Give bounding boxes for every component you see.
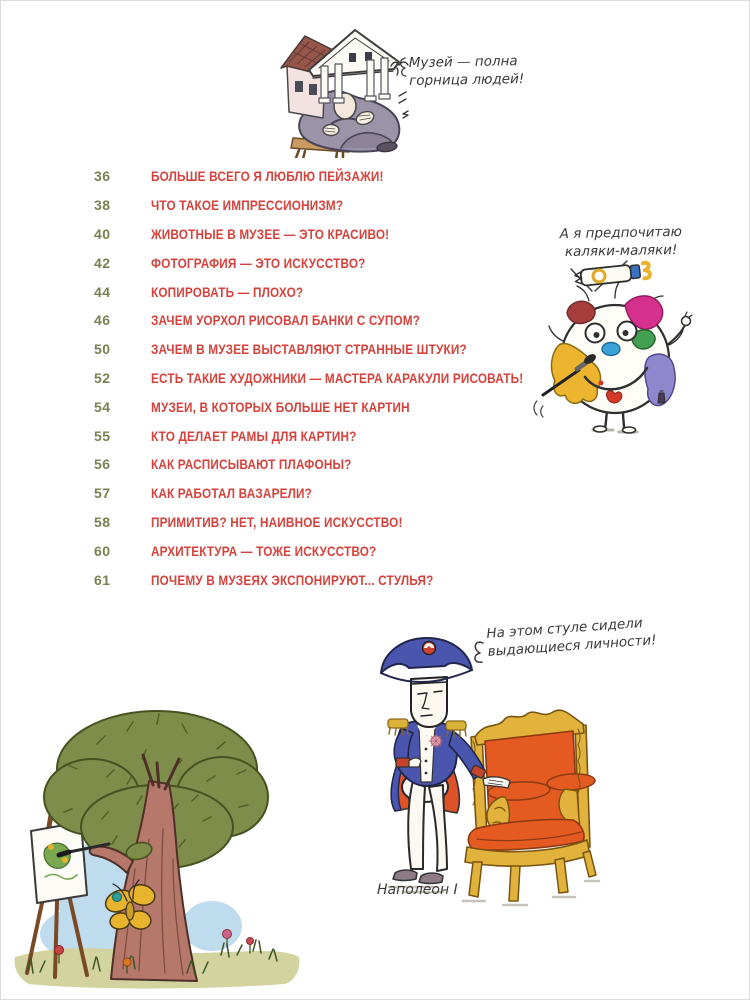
- toc-page-number: 60: [94, 542, 111, 559]
- napoleon-caption: Наполеон I: [377, 882, 458, 898]
- scribbler-speech-text: А я предпочитаю каляки-маляки!: [559, 223, 683, 260]
- toc-title: ПОЧЕМУ В МУЗЕЯХ ЭКСПОНИРУЮТ... СТУЛЬЯ?: [151, 571, 434, 588]
- toc-row: [94, 248, 594, 277]
- toc-page-number: 55: [94, 427, 111, 444]
- chair-speech-text: На этом стуле сидели выдающиеся личности!: [485, 615, 658, 660]
- toc-page-number: 36: [94, 168, 111, 185]
- toc-row: [94, 508, 594, 537]
- toc-row: [94, 220, 594, 249]
- toc-title: ЗАЧЕМ В МУЗЕЕ ВЫСТАВЛЯЮТ СТРАННЫЕ ШТУКИ?: [151, 341, 467, 358]
- toc-row: [94, 191, 594, 220]
- toc-page-number: 56: [94, 456, 111, 473]
- toc-page-number: 44: [94, 283, 111, 300]
- napoleon-and-chair-illustration: [359, 629, 609, 909]
- toc-row: [94, 450, 594, 479]
- toc-title: ЕСТЬ ТАКИЕ ХУДОЖНИКИ — МАСТЕРА КАРАКУЛИ РИСОВАТЬ!: [151, 369, 524, 386]
- painting-tree-illustration: [7, 689, 307, 994]
- toc-row: [94, 392, 594, 421]
- toc-row: [94, 565, 594, 594]
- scribbler-character-illustration: [529, 249, 699, 434]
- toc-title: КОПИРОВАТЬ — ПЛОХО?: [151, 283, 304, 300]
- toc-row: [94, 536, 594, 565]
- toc-page-number: 58: [94, 513, 111, 530]
- toc-list: [94, 162, 594, 594]
- toc-page-number: 52: [94, 369, 111, 386]
- museum-speech-text: Музей — полна горница людей!: [408, 53, 525, 89]
- toc-title: ФОТОГРАФИЯ — ЭТО ИСКУССТВО?: [151, 254, 366, 271]
- toc-row: [94, 335, 594, 364]
- toc-title: КАК РАСПИСЫВАЮТ ПЛАФОНЫ?: [151, 456, 352, 473]
- toc-page-number: 40: [94, 225, 111, 242]
- toc-title: ЗАЧЕМ УОРХОЛ РИСОВАЛ БАНКИ С СУПОМ?: [151, 312, 421, 329]
- museum-carrier-illustration: [279, 26, 413, 158]
- toc-page-number: 54: [94, 398, 111, 415]
- toc-page-number: 50: [94, 341, 111, 358]
- toc-page-number: 61: [94, 571, 111, 588]
- toc-title: ЧТО ТАКОЕ ИМПРЕССИОНИЗМ?: [151, 197, 344, 214]
- toc-title: МУЗЕИ, В КОТОРЫХ БОЛЬШЕ НЕТ КАРТИН: [151, 398, 410, 415]
- toc-title: ПРИМИТИВ? НЕТ, НАИВНОЕ ИСКУССТВО!: [151, 513, 403, 530]
- toc-row: [94, 421, 594, 450]
- toc-page-number: 38: [94, 197, 111, 214]
- toc-page-number: 42: [94, 254, 111, 271]
- toc-title: КТО ДЕЛАЕТ РАМЫ ДЛЯ КАРТИН?: [151, 427, 357, 444]
- toc-row: [94, 364, 594, 393]
- toc-page-number: 46: [94, 312, 111, 329]
- toc-title: ЖИВОТНЫЕ В МУЗЕЕ — ЭТО КРАСИВО!: [151, 225, 390, 242]
- toc-row: [94, 277, 594, 306]
- toc-title: КАК РАБОТАЛ ВАЗАРЕЛИ?: [151, 485, 312, 502]
- toc-title: БОЛЬШЕ ВСЕГО Я ЛЮБЛЮ ПЕЙЗАЖИ!: [151, 168, 384, 185]
- throne-chair: [465, 710, 596, 901]
- toc-row: [94, 306, 594, 335]
- toc-title: АРХИТЕКТУРА — ТОЖЕ ИСКУССТВО?: [151, 542, 377, 559]
- toc-page-number: 57: [94, 485, 111, 502]
- toc-row: [94, 162, 594, 191]
- toc-row: [94, 479, 594, 508]
